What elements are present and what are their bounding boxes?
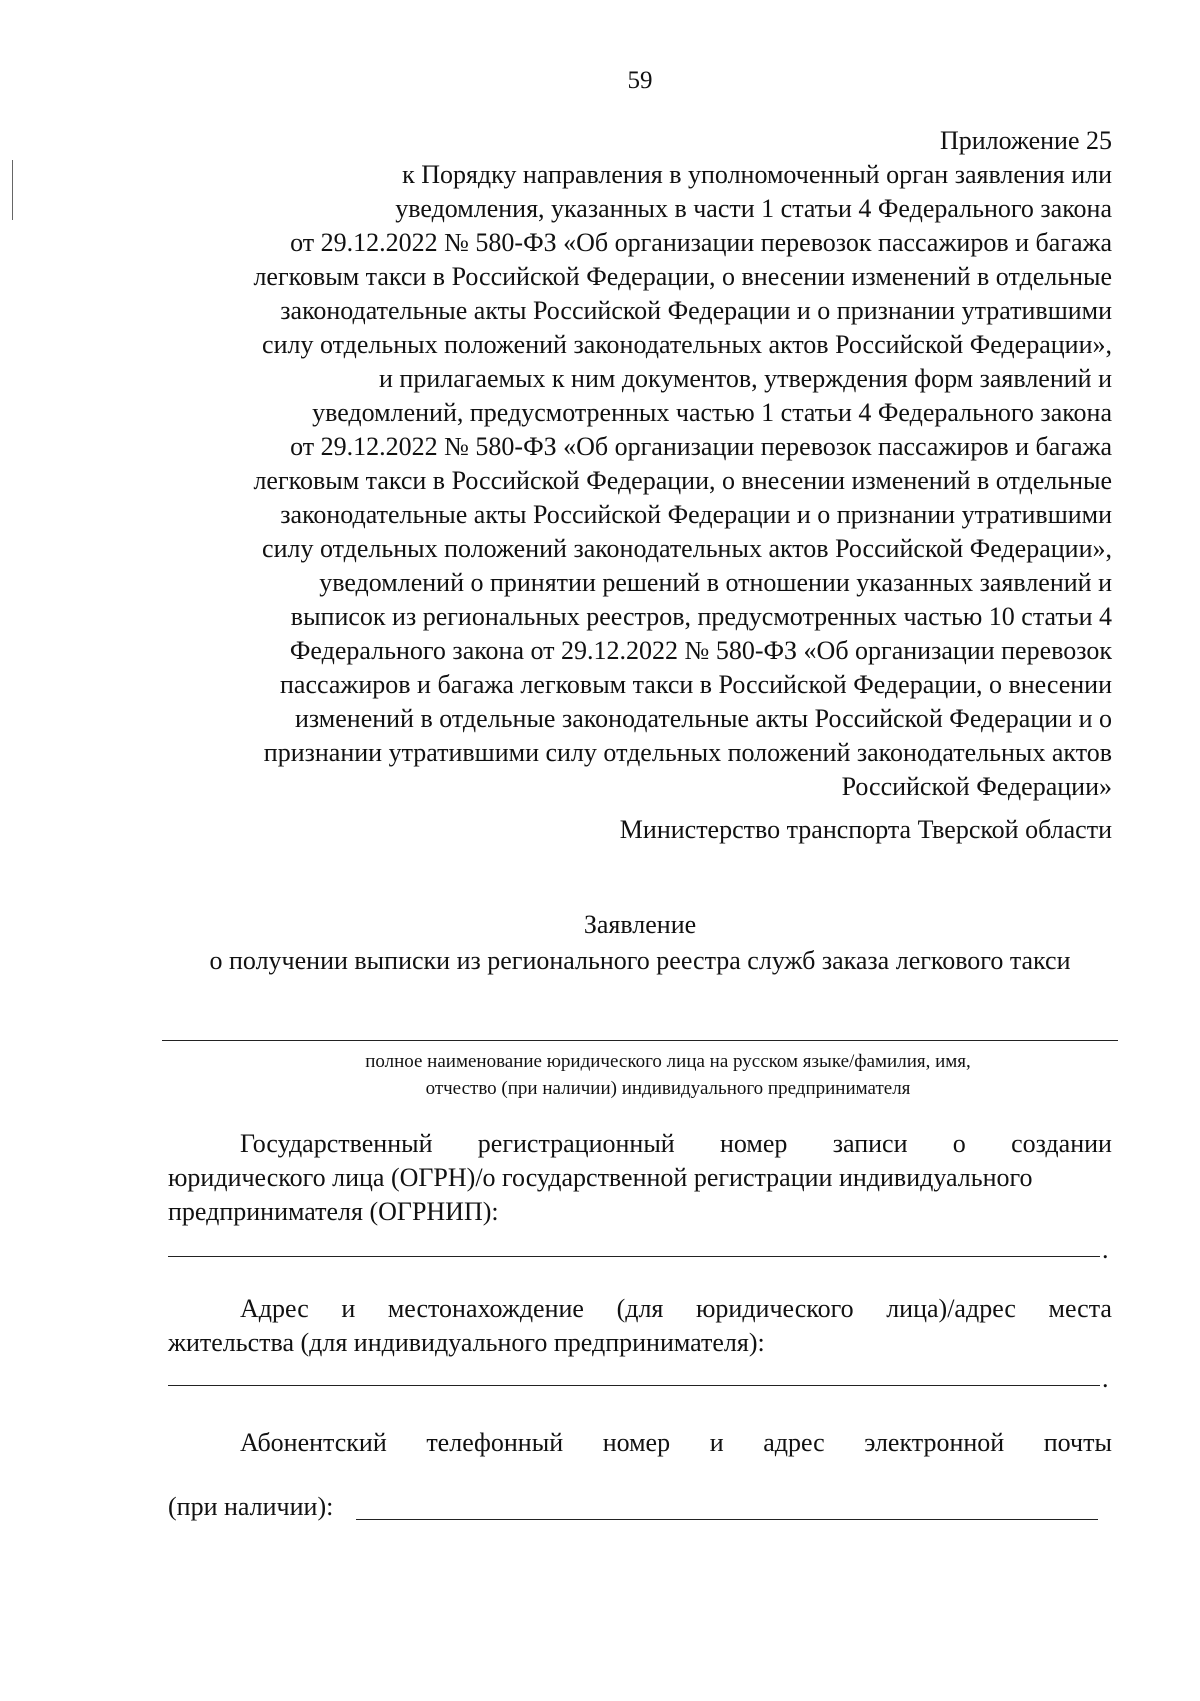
document-title: Заявление — [583, 910, 697, 939]
address-line: жительства (для индивидуального предпринимателя): — [168, 1328, 765, 1357]
address-field-end-mark: . — [1102, 1364, 1109, 1393]
full-name-field-line[interactable] — [162, 1040, 1118, 1041]
ogrn-line: юридического лица (ОГРН)/о государственной регистрации индивидуального — [168, 1163, 1033, 1192]
appendix-line: уведомлений о принятии решений в отношении указанных заявлений и — [319, 568, 1112, 597]
word: адрес — [763, 1428, 825, 1457]
word: о — [952, 1129, 966, 1158]
page-number: 59 — [627, 67, 653, 94]
appendix-line: и прилагаемых к ним документов, утверждения форм заявлений и — [378, 364, 1112, 393]
addressee-ministry: Министерство транспорта Тверской области — [619, 815, 1112, 844]
word: регистрационный — [477, 1129, 675, 1158]
address-paragraph — [168, 1292, 1112, 1360]
appendix-header — [152, 124, 1112, 804]
word: места — [1048, 1294, 1112, 1323]
word: Абонентский — [240, 1428, 387, 1457]
word: номер — [602, 1428, 671, 1457]
word: записи — [832, 1129, 908, 1158]
address-field-line[interactable] — [168, 1385, 1100, 1386]
phone-email-field-line[interactable] — [356, 1519, 1098, 1520]
appendix-line: легковым такси в Российской Федерации, о внесении изменений в отдельные — [253, 466, 1112, 495]
appendix-line: легковым такси в Российской Федерации, о внесении изменений в отдельные — [253, 262, 1112, 291]
word: телефонный — [426, 1428, 564, 1457]
word: местонахождение — [387, 1294, 584, 1323]
appendix-line: от 29.12.2022 № 580-ФЗ «Об организации перевозок пассажиров и багажа — [290, 432, 1112, 461]
phone-paragraph — [168, 1426, 1112, 1460]
appendix-line: законодательные акты Российской Федерации и о признании утратившими — [280, 500, 1112, 529]
word: Адрес — [240, 1294, 309, 1323]
ogrn-field-line[interactable] — [168, 1256, 1100, 1257]
address-first-line — [168, 1292, 1112, 1326]
ogrn-field-end-mark: . — [1102, 1235, 1109, 1264]
ogrn-paragraph — [168, 1127, 1112, 1229]
appendix-line: Федерального закона от 29.12.2022 № 580-ФЗ «Об организации перевозок — [289, 636, 1112, 665]
phone-fill-row — [168, 1490, 333, 1524]
caption-line: полное наименование юридического лица на русском языке/фамилия, имя, — [365, 1051, 971, 1072]
appendix-line: силу отдельных положений законодательных актов Российской Федерации», — [262, 534, 1112, 563]
phone-first-line — [168, 1426, 1112, 1460]
phone-fill-label: (при наличии): — [168, 1492, 334, 1521]
full-name-field-caption — [168, 1048, 1128, 1102]
word: лица)/адрес — [886, 1294, 1016, 1323]
ogrn-first-line — [168, 1127, 1112, 1161]
appendix-line: признании утратившими силу отдельных положений законодательных актов — [263, 738, 1112, 767]
word: (для — [616, 1294, 664, 1323]
scan-margin-mark — [12, 160, 13, 220]
word: номер — [720, 1129, 788, 1158]
appendix-line: выписок из региональных реестров, предусмотренных частью 10 статьи 4 — [290, 602, 1112, 631]
ogrn-line: предпринимателя (ОГРНИП): — [168, 1197, 499, 1226]
word: юридического — [695, 1294, 854, 1323]
appendix-line: законодательные акты Российской Федерации и о признании утратившими — [280, 296, 1112, 325]
appendix-line: силу отдельных положений законодательных актов Российской Федерации», — [262, 330, 1112, 359]
appendix-line: изменений в отдельные законодательные акты Российской Федерации и о — [294, 704, 1112, 733]
appendix-line: Приложение 25 — [939, 126, 1112, 155]
word: почты — [1043, 1428, 1112, 1457]
word: Государственный — [240, 1129, 433, 1158]
appendix-line: уведомлений, предусмотренных частью 1 статьи 4 Федерального закона — [312, 398, 1112, 427]
appendix-line: уведомления, указанных в части 1 статьи 4 Федерального закона — [395, 194, 1112, 223]
appendix-line: Российской Федерации» — [841, 772, 1112, 801]
appendix-line: от 29.12.2022 № 580-ФЗ «Об организации перевозок пассажиров и багажа — [290, 228, 1112, 257]
caption-line: отчество (при наличии) индивидуального предпринимателя — [425, 1078, 911, 1099]
word: электронной — [864, 1428, 1005, 1457]
appendix-line: к Порядку направления в уполномоченный орган заявления или — [402, 160, 1112, 189]
document-subtitle: о получении выписки из регионального реестра служб заказа легкового такси — [209, 946, 1071, 975]
word: создании — [1011, 1129, 1112, 1158]
appendix-line: пассажиров и багажа легковым такси в Российской Федерации, о внесении — [280, 670, 1112, 699]
word: и — [341, 1294, 356, 1323]
word: и — [709, 1428, 724, 1457]
